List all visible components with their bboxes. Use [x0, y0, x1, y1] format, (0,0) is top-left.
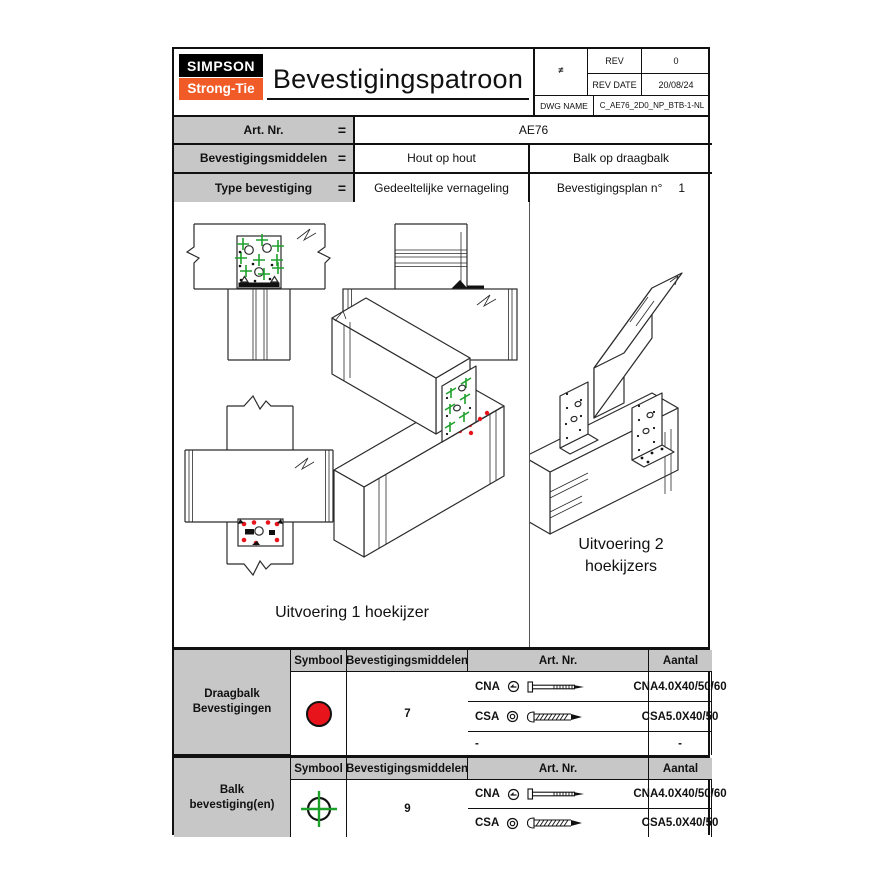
revision-block [533, 49, 708, 115]
symbol-cell [291, 780, 347, 837]
fastener-code: CSA [475, 817, 500, 829]
fastener-cell-cna [468, 672, 649, 702]
break-symbol-icon [477, 295, 496, 306]
aantal-value: 9 [404, 802, 411, 815]
equals-sign: = [337, 150, 346, 167]
rev-date-value: 20/08/24 [642, 74, 710, 96]
artnr-cell: CNA4.0X40/50/60 [649, 780, 712, 809]
name-line-2: Bevestigingen [192, 703, 272, 715]
artnr-cell: CNA4.0X40/50/60 [649, 672, 712, 702]
title-block [174, 49, 708, 117]
name-line-1: Draagbalk [204, 688, 260, 701]
projection-symbol-icon: ≠ [535, 49, 588, 96]
fastener-cell-csa [468, 809, 649, 837]
drawing-panel-uitvoering-1 [174, 202, 530, 647]
name-line-1: Balk [219, 783, 245, 796]
table-name-cell [174, 650, 291, 755]
plan-cell [530, 174, 712, 202]
isometric-view-drawing [332, 298, 504, 557]
art-nr-label-cell [174, 117, 355, 145]
isometric-two-brackets-drawing [530, 273, 682, 534]
dwg-name-label: DWG NAME [535, 96, 594, 115]
rev-date-label: REV DATE [588, 74, 642, 96]
art-nr-label: Art. Nr. [243, 123, 284, 138]
fastener-code: CSA [475, 710, 500, 723]
break-symbol-icon [295, 458, 314, 469]
caption-uitvoering-1: Uitvoering 1 hoekijzer [275, 604, 429, 621]
page-title: Bevestigingspatroon [267, 64, 529, 100]
front-view-drawing [187, 224, 330, 360]
dwg-name-value: C_AE76_2D0_NP_BTB-1-NL [599, 101, 705, 110]
drawing-panel-uitvoering-2 [530, 202, 712, 647]
header-symbool: Symbool [291, 650, 347, 672]
artnr-cell-empty: - [649, 732, 712, 755]
logo-simpson-text: SIMPSON [179, 54, 263, 77]
screw-icon [526, 815, 588, 831]
balk-fastener-table [174, 755, 727, 837]
caption-line-1: Uitvoering 2 [578, 536, 664, 553]
type-label: Type bevestiging [214, 180, 313, 195]
name-line-2: bevestiging(en) [189, 798, 275, 811]
fastener-cell-csa [468, 702, 649, 732]
table-name-cell [174, 758, 291, 837]
equals-sign: = [337, 179, 346, 196]
nail-icon [527, 786, 589, 802]
balk-symbol-crosshair-icon [300, 790, 338, 828]
rev-label: REV [588, 49, 642, 74]
fastener-code: CNA [475, 680, 500, 693]
technical-drawing-uitvoering-1 [174, 202, 530, 647]
logo-strongtie-text: Strong-Tie [179, 78, 263, 100]
header-aantal: Aantal [649, 650, 712, 672]
fastener-cell-cna [468, 780, 649, 809]
nail-head-mark-icon [507, 788, 520, 801]
symbol-cell [291, 672, 347, 755]
type-value-left: Gedeeltelijke vernageling [355, 174, 530, 202]
screw-head-mark-icon [506, 710, 519, 723]
header-art-nr: Art. Nr. [468, 650, 649, 672]
technical-drawing-uitvoering-2 [530, 202, 712, 647]
nail-icon [527, 679, 589, 695]
fastener-code: CNA [475, 788, 500, 800]
rev-value: 0 [642, 49, 710, 74]
nail-head-mark-icon [507, 680, 520, 693]
drawing-sheet [172, 47, 727, 835]
caption-uitvoering-2 [530, 534, 712, 579]
artnr-cell: CSA5.0X40/50 [649, 702, 712, 732]
drawing-area [174, 202, 708, 647]
header-bevestigingsmiddelen: Bevestigingsmiddelen [347, 758, 468, 780]
draagbalk-fastener-table [174, 647, 727, 755]
screw-icon [526, 709, 588, 725]
header-aantal: Aantal [649, 758, 712, 780]
artnr-cell: CSA5.0X40/50 [649, 809, 712, 837]
art-nr-value: AE76 [355, 117, 712, 145]
break-symbol-icon [297, 229, 316, 240]
header-art-nr: Art. Nr. [468, 758, 649, 780]
middelen-label: Bevestigingsmiddelen [199, 151, 328, 166]
simpson-strongtie-logo [179, 54, 263, 100]
draagbalk-symbol-red-circle-icon [306, 701, 332, 727]
caption-line-2: hoekijzers [584, 558, 658, 576]
type-label-cell [174, 174, 355, 202]
equals-sign: = [337, 122, 346, 139]
middelen-value-right: Balk op draagbalk [530, 145, 712, 173]
fastener-cell-empty: - [468, 732, 649, 755]
plan-number: 1 [678, 180, 686, 195]
plan-view-drawing [185, 396, 333, 575]
middelen-label-cell [174, 145, 355, 173]
header-bevestigingsmiddelen: Bevestigingsmiddelen [347, 650, 468, 672]
aantal-value: 7 [404, 707, 411, 720]
plan-label: Bevestigingsplan n° [556, 180, 663, 195]
screw-head-mark-icon [506, 817, 519, 830]
header-symbool: Symbool [291, 758, 347, 780]
info-table [174, 117, 708, 202]
middelen-value-left: Hout op hout [355, 145, 530, 173]
